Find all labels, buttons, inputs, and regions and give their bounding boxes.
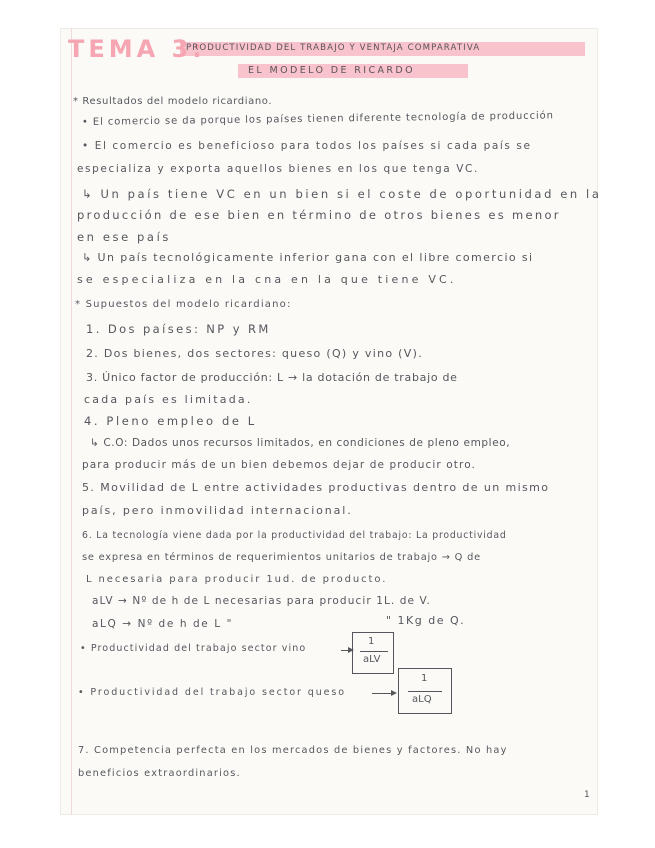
tema-heading: TEMA 3:: [68, 35, 206, 63]
resultados-line-5: producción de ese bien en término de otros bienes es menor: [77, 208, 561, 222]
supuesto-6b: se expresa en términos de requerimientos unitarios de trabajo → Q de: [82, 552, 481, 563]
supuesto-4-continuation: ↳ C.O: Dados unos recursos limitados, en condiciones de pleno empleo,: [90, 437, 511, 449]
supuesto-6-alq-end: " 1Kg de Q.: [386, 614, 466, 627]
resultados-line-2: • El comercio es beneficioso para todos los países si cada país se: [82, 140, 532, 152]
resultados-line-4: ↳ Un país tiene VC en un bien si el coste de oportunidad en la: [82, 187, 602, 201]
page-margin-line: [71, 28, 72, 815]
arrow-queso-head: [391, 690, 397, 696]
supuesto-6-alq: aLQ → Nº de h de L ": [92, 618, 234, 630]
arrow-queso-line: [372, 693, 392, 694]
supuesto-5b: país, pero inmovilidad internacional.: [82, 504, 353, 517]
supuesto-1: 1. Dos países: NP y RM: [86, 322, 271, 336]
resultados-line-7: ↳ Un país tecnológicamente inferior gana con el libre comercio si: [82, 251, 534, 264]
productividad-vino-numerator: 1: [368, 636, 375, 647]
productividad-queso-numerator: 1: [421, 673, 428, 684]
resultados-heading: * Resultados del modelo ricardiano.: [73, 96, 273, 107]
supuesto-3b: cada país es limitada.: [84, 393, 253, 406]
title-line-2: EL MODELO DE RICARDO: [248, 65, 416, 76]
resultados-line-8: se especializa en la cna en la que tiene VC.: [77, 273, 457, 286]
title-line-1: PRODUCTIVIDAD DEL TRABAJO Y VENTAJA COMPARATIVA: [186, 43, 481, 53]
supuesto-6-alv: aLV → Nº de h de L necesarias para producir 1L. de V.: [92, 595, 431, 607]
resultados-line-3: especializa y exporta aquellos bienes en los que tenga VC.: [77, 163, 479, 175]
supuesto-5a: 5. Movilidad de L entre actividades productivas dentro de un mismo: [82, 481, 550, 494]
supuesto-7a: 7. Competencia perfecta en los mercados de bienes y factores. No hay: [78, 745, 508, 756]
supuesto-4-conclusion: para producir más de un bien debemos dejar de producir otro.: [82, 459, 476, 471]
supuesto-6a: 6. La tecnología viene dada por la productividad del trabajo: La productividad: [82, 530, 507, 541]
productividad-vino-fraction-bar: [360, 651, 388, 652]
supuesto-2: 2. Dos bienes, dos sectores: queso (Q) y vino (V).: [86, 347, 423, 360]
resultados-line-1: • El comercio se da porque los países tienen diferente tecnología de producción: [81, 110, 554, 128]
supuesto-3a: 3. Único factor de producción: L → la dotación de trabajo de: [86, 371, 458, 384]
page-number: 1: [584, 790, 591, 800]
supuesto-4: 4. Pleno empleo de L: [84, 414, 257, 428]
productividad-queso-denominator: aLQ: [412, 694, 432, 705]
supuesto-6c: L necesaria para producir 1ud. de producto.: [86, 574, 388, 585]
productividad-vino-denominator: aLV: [363, 654, 381, 665]
productividad-vino-label: • Productividad del trabajo sector vino: [80, 643, 307, 654]
supuesto-7b: beneficios extraordinarios.: [78, 768, 241, 779]
supuestos-heading: * Supuestos del modelo ricardiano:: [75, 299, 292, 310]
productividad-queso-label: • Productividad del trabajo sector queso: [78, 687, 346, 698]
productividad-queso-fraction-bar: [408, 691, 442, 692]
resultados-line-6: en ese país: [77, 230, 171, 244]
